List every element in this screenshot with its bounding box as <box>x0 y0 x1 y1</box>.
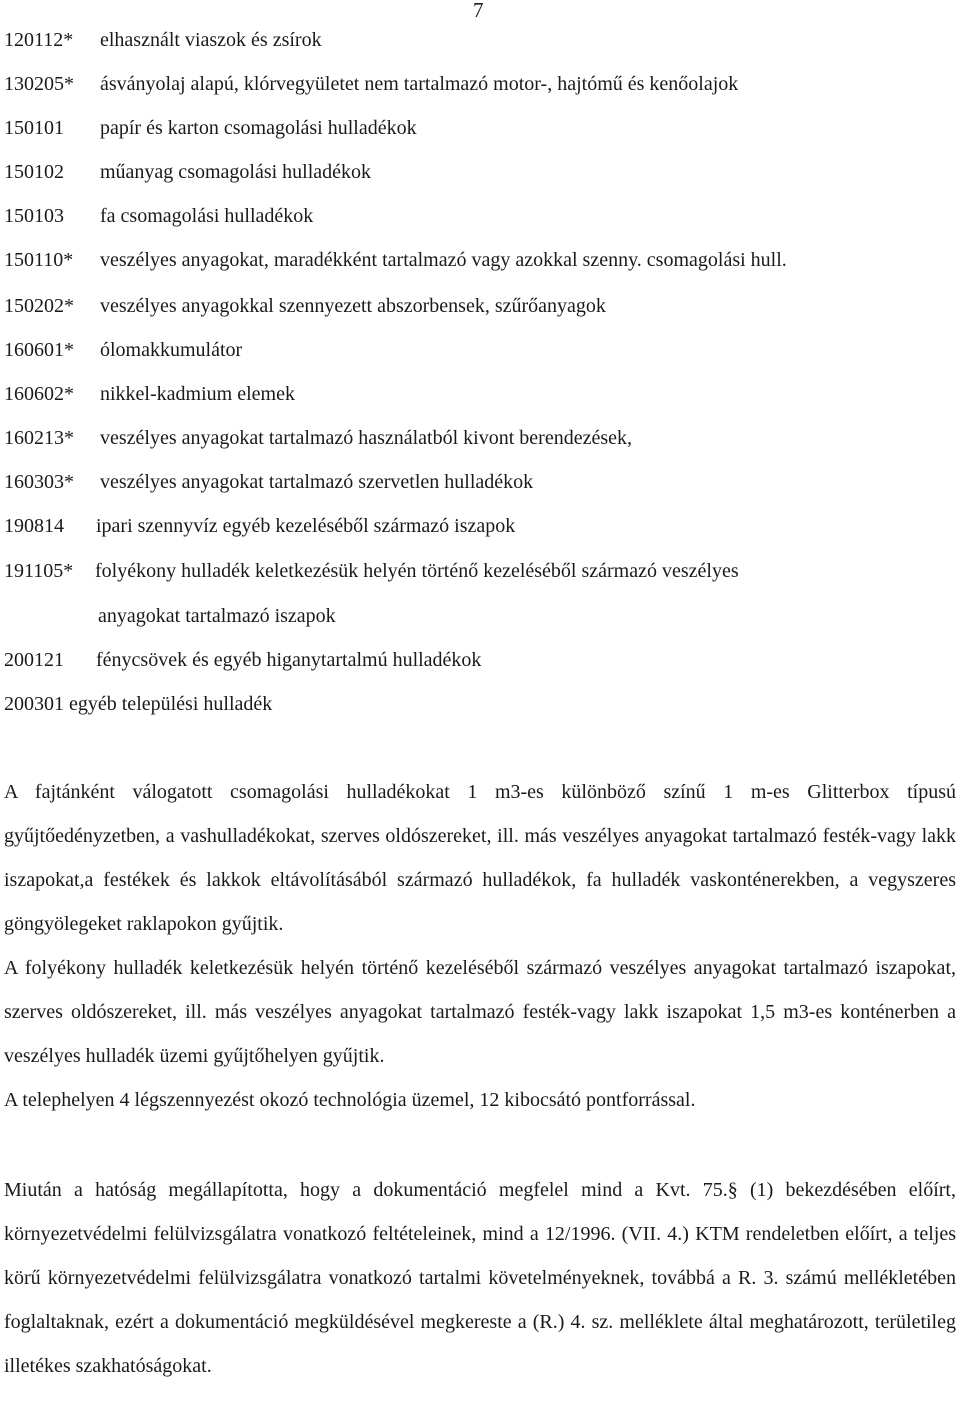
waste-description: papír és karton csomagolási hulladékok <box>100 117 417 139</box>
waste-description: fa csomagolási hulladékok <box>100 205 314 227</box>
list-item <box>4 26 322 54</box>
waste-code: 200301 <box>4 693 64 715</box>
page-number: 7 <box>473 0 484 22</box>
waste-code: 191105* <box>4 560 74 582</box>
waste-description: veszélyes anyagokat tartalmazó szervetlen hulladékok <box>100 471 534 493</box>
waste-code: 190814 <box>4 515 64 537</box>
list-item <box>4 512 515 540</box>
list-item <box>4 690 272 718</box>
list-item <box>4 292 606 320</box>
list-item <box>4 380 295 408</box>
paragraph-text: A telephelyen 4 légszennyezést okozó technológia üzemel, 12 kibocsátó pontforrással. <box>4 1089 696 1111</box>
waste-code: 160602* <box>4 383 74 405</box>
waste-description: fénycsövek és egyéb higanytartalmú hulladékok <box>96 649 482 671</box>
waste-description: folyékony hulladék keletkezésük helyén történő kezeléséből származó veszélyes <box>95 560 739 582</box>
waste-code: 150101 <box>4 117 64 139</box>
list-item <box>4 646 481 674</box>
waste-code: 160601* <box>4 339 74 361</box>
waste-description: elhasznált viaszok és zsírok <box>100 29 322 51</box>
waste-description: ásványolaj alapú, klórvegyületet nem tartalmazó motor-, hajtómű és kenőolajok <box>100 73 739 95</box>
waste-code: 150202* <box>4 295 74 317</box>
list-item <box>4 70 738 98</box>
waste-code: 130205* <box>4 73 74 95</box>
waste-code: 160213* <box>4 427 74 449</box>
waste-code: 200121 <box>4 649 64 671</box>
authority-paragraph <box>4 1168 956 1388</box>
waste-description: veszélyes anyagokat, maradékként tartalmazó vagy azokkal szenny. csomagolási hull. <box>100 249 787 271</box>
waste-description: ipari szennyvíz egyéb kezeléséből származó iszapok <box>96 515 516 537</box>
collection-paragraph <box>4 770 956 1122</box>
waste-description: ólomakkumulátor <box>100 339 243 361</box>
waste-code: 160303* <box>4 471 74 493</box>
list-item <box>4 158 371 186</box>
list-item <box>4 202 313 230</box>
list-item <box>4 246 787 274</box>
paragraph-text: A fajtánként válogatott csomagolási hulladékokat 1 m3-es különböző színű 1 m-es Glitterbox típusú gyűjtőedényzetben, a vashulladékokat, szerves oldószereket, ill. más veszélyes anyagokat tartalmazó festék-vagy lakk iszapokat,a festékek és lakkok eltávolításából származó hulladékok, fa hulladék vaskonténerekben, a vegyszeres göngyölegeket raklapokon gyűjtik. <box>4 781 956 935</box>
waste-description: egyéb települési hulladék <box>69 693 273 715</box>
list-item <box>4 424 632 452</box>
list-item <box>4 468 533 496</box>
waste-description: nikkel-kadmium elemek <box>100 383 295 405</box>
waste-description: műanyag csomagolási hulladékok <box>100 161 372 183</box>
waste-code: 150103 <box>4 205 64 227</box>
waste-description: veszélyes anyagokkal szennyezett abszorbensek, szűrőanyagok <box>100 295 606 317</box>
list-item-continuation <box>98 602 336 630</box>
list-item <box>4 114 417 142</box>
list-item <box>4 336 242 364</box>
waste-code: 150110* <box>4 249 74 271</box>
waste-description: veszélyes anyagokat tartalmazó használatból kivont berendezések, <box>100 427 632 449</box>
waste-description: anyagokat tartalmazó iszapok <box>98 605 336 627</box>
paragraph-text: A folyékony hulladék keletkezésük helyén történő kezeléséből származó veszélyes anyagokat tartalmazó iszapokat, szerves oldószereket, ill. más veszélyes anyagokat tartalmazó festék-vagy lakk iszapokat 1,5 m3-es konténerben a veszélyes hulladék üzemi gyűjtőhelyen gyűjtik. <box>4 957 956 1067</box>
paragraph-text: Miután a hatóság megállapította, hogy a dokumentáció megfelel mind a Kvt. 75.§ (1) bekezdésében előírt, környezetvédelmi felülvizsgálatra vonatkozó feltételeinek, mind a 12/1996. (VII. 4.) KTM rendeletben előírt, a teljes körű környezetvédelmi felülvizsgálatra vonatkozó tartalmi követelményeknek, továbbá a R. 3. számú mellékletében foglaltaknak, ezért a dokumentáció megküldésével megkereste a (R.) 4. sz. melléklete által meghatározott, területileg illetékes szakhatóságokat. <box>4 1179 956 1377</box>
waste-code: 150102 <box>4 161 64 183</box>
waste-code: 120112* <box>4 29 74 51</box>
list-item <box>4 557 739 585</box>
